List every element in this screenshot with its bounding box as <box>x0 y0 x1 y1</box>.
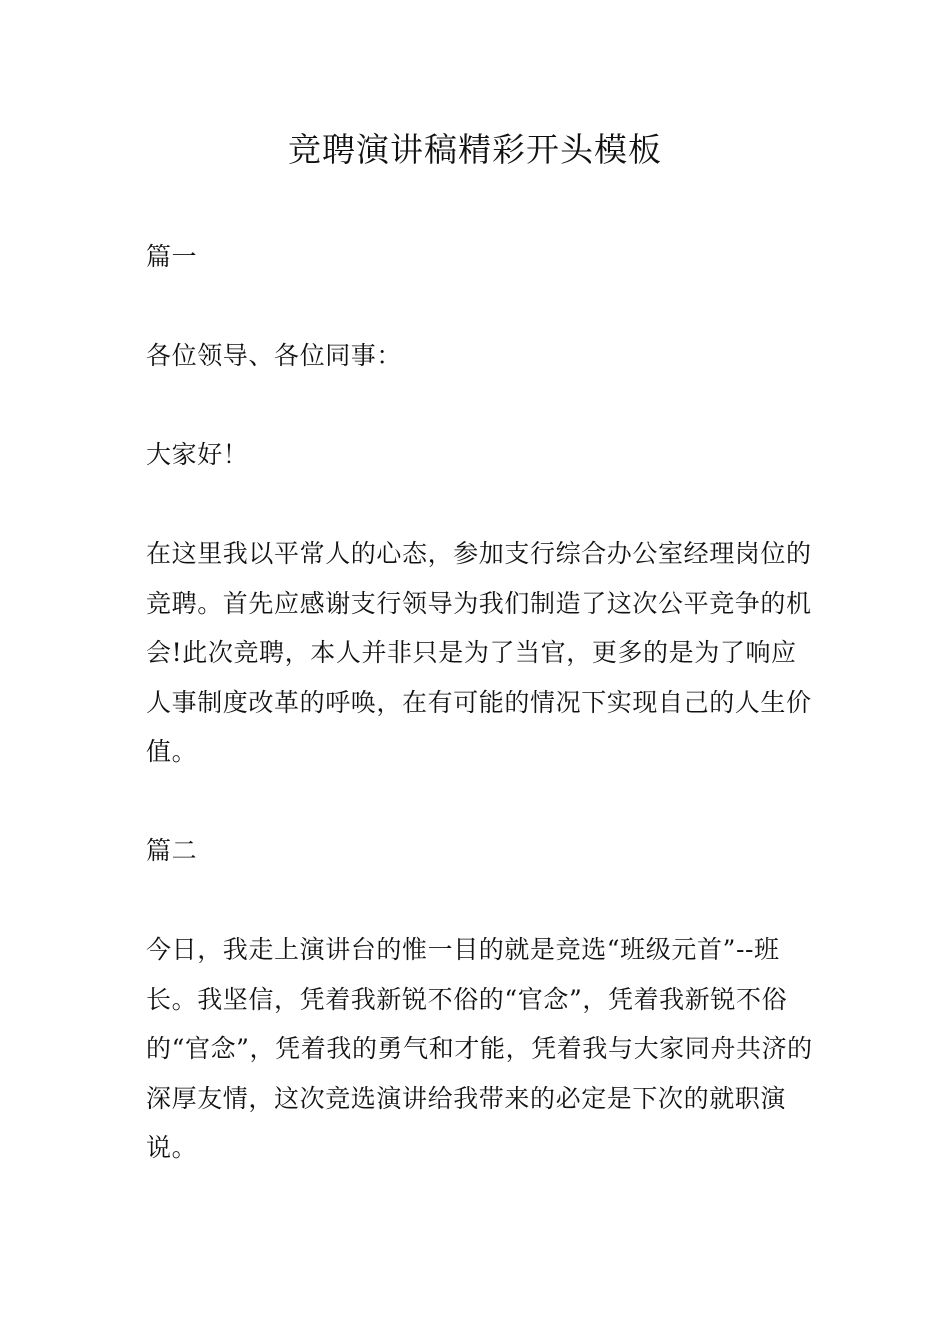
document-title: 竞聘演讲稿精彩开头模板 <box>288 130 662 169</box>
section-1-paragraph: 在这里我以平常人的心态，参加支行综合办公室经理岗位的竞聘。首先应感谢支行领导为我们制造了这次公平竞争的机会!此次竞聘，本人并非只是为了当官，更多的是为了响应人事制度改革的呼唤，在有可能的情况下实现自己的人生价值。 <box>146 539 812 766</box>
greeting: 大家好！ <box>146 440 249 469</box>
section-heading-1: 篇一 <box>146 242 198 271</box>
section-heading-2: 篇二 <box>146 836 198 865</box>
section-2-paragraph: 今日，我走上演讲台的惟一目的就是竞选“班级元首”--班长。我坚信，凭着我新锐不俗的“官念”，凭着我新锐不俗的“官念”，凭着我的勇气和才能，凭着我与大家同舟共济的深厚友情，这次竞选演讲给我带来的必定是下次的就职演说。 <box>146 935 813 1162</box>
salutation: 各位领导、各位同事： <box>146 341 403 370</box>
